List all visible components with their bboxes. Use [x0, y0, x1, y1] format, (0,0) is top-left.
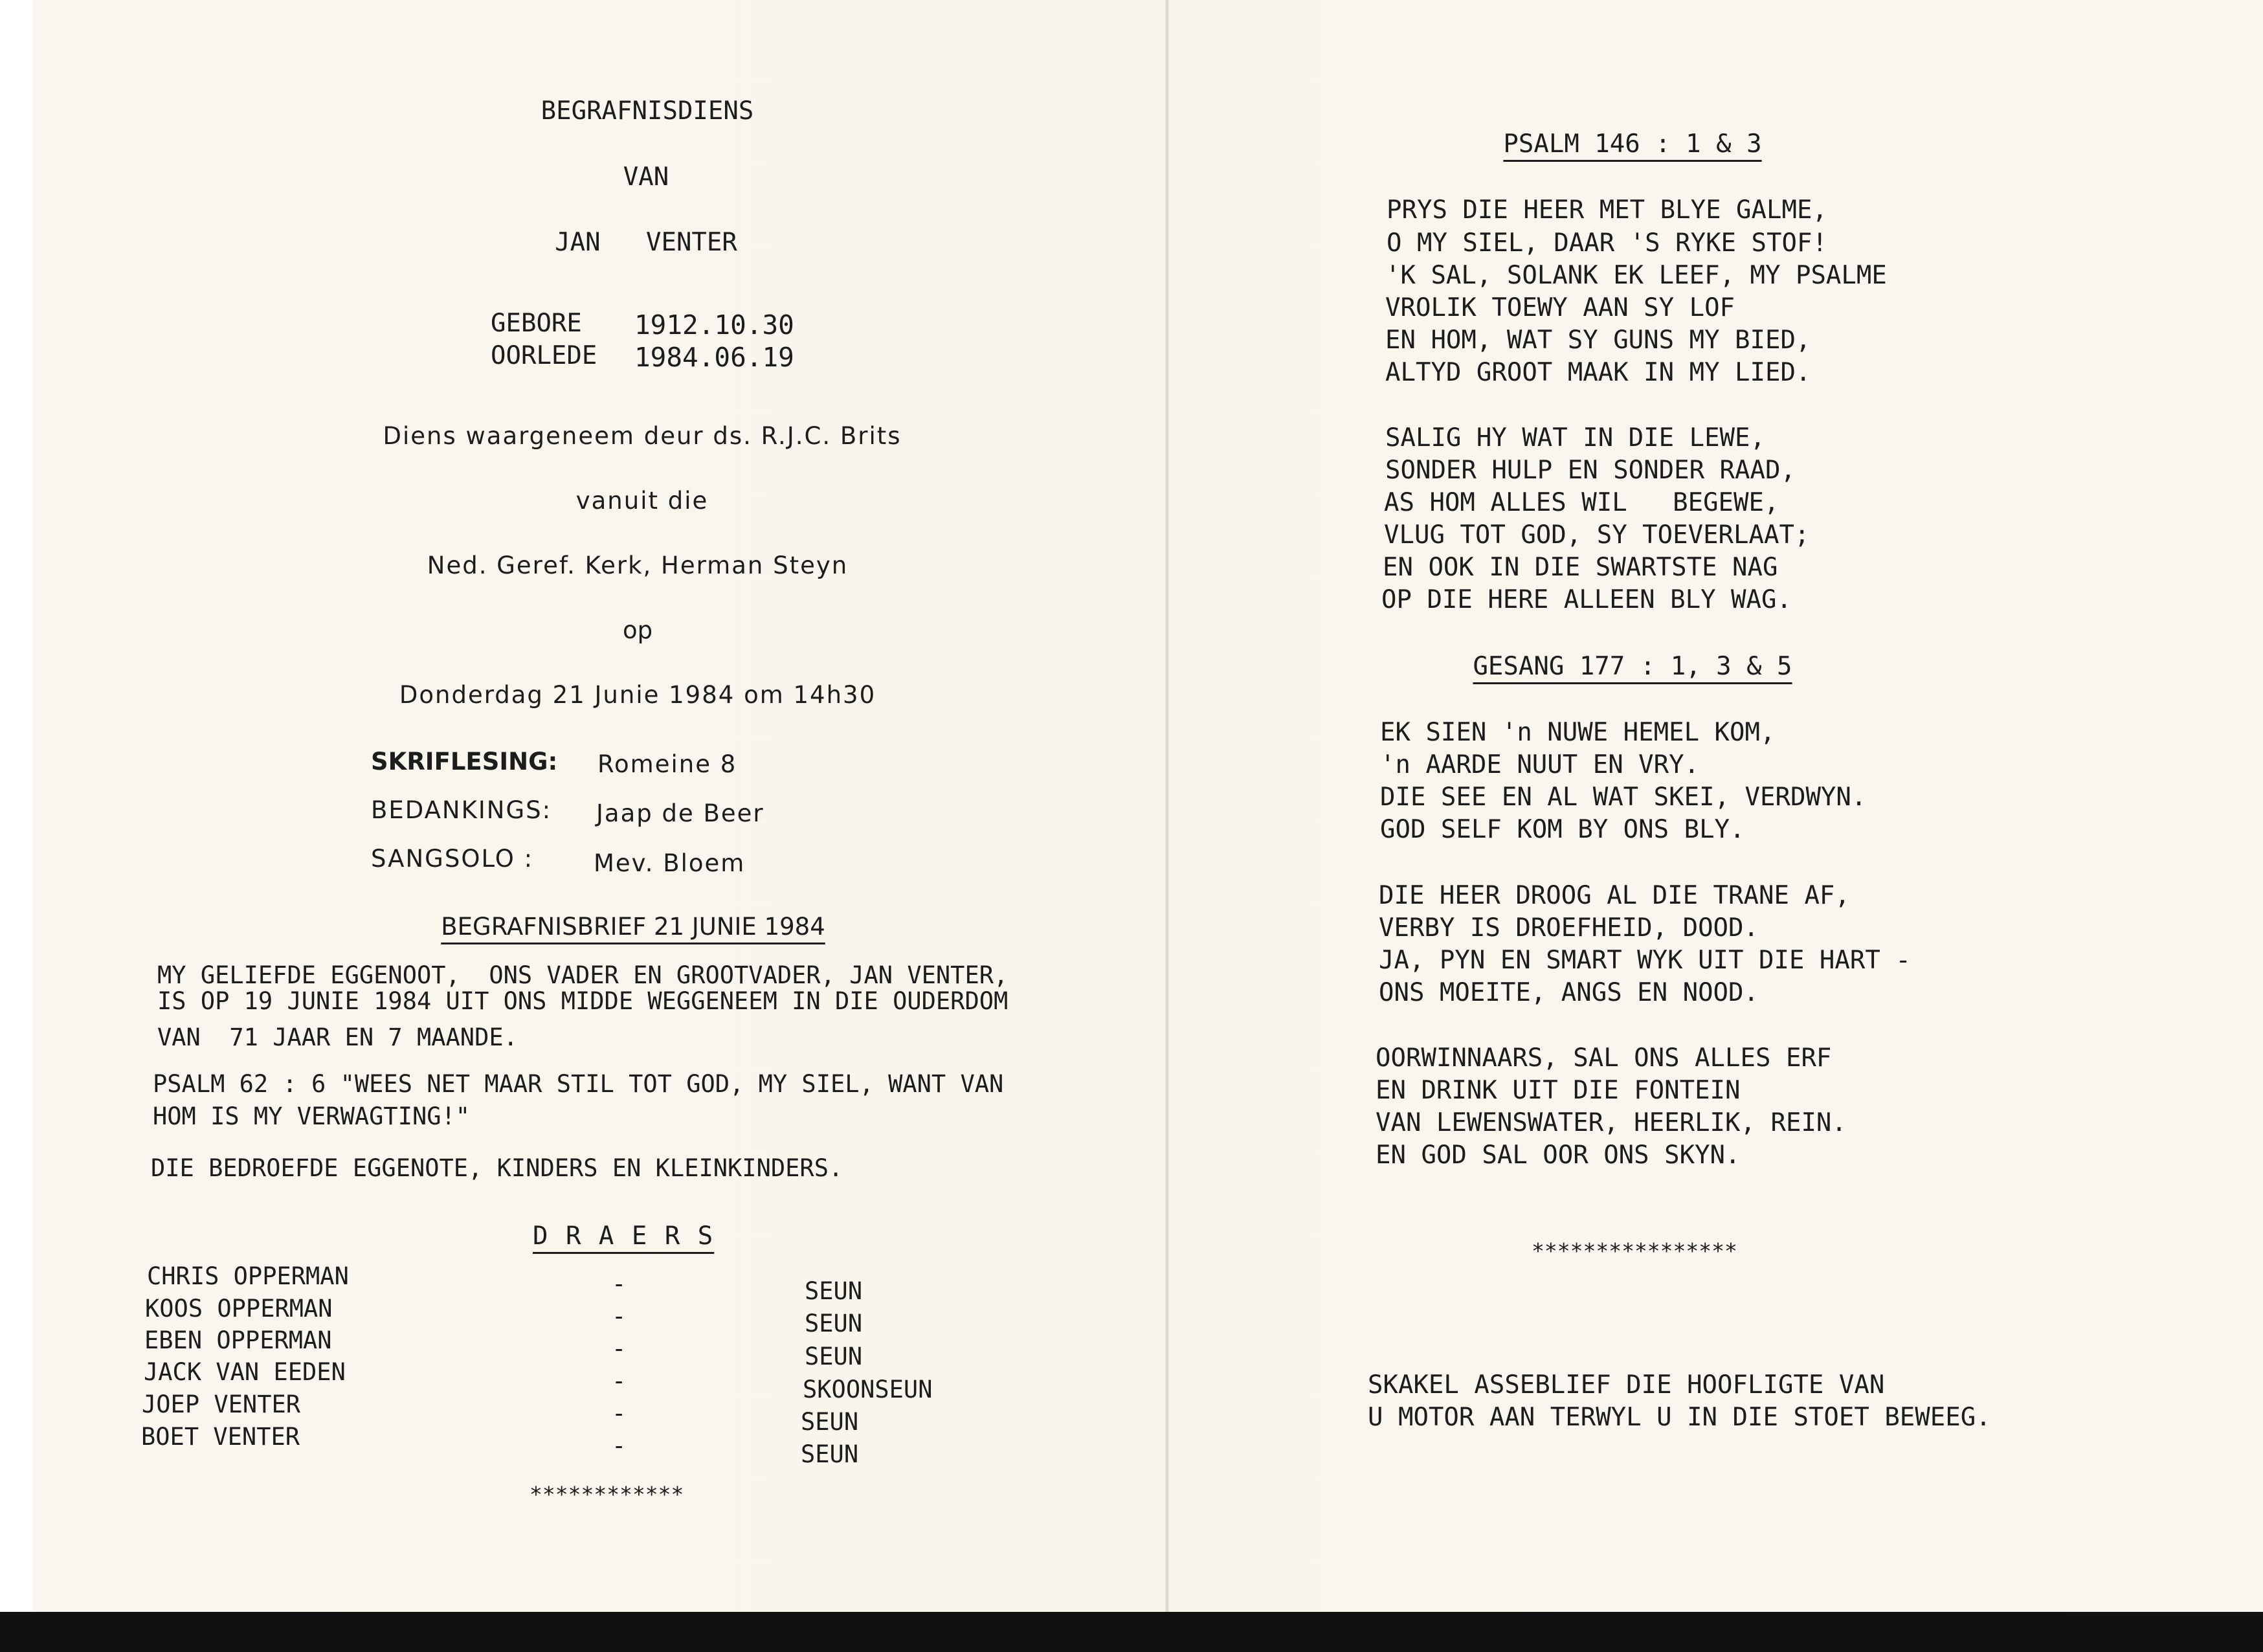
role-value-thanks: Jaap de Beer: [596, 799, 764, 827]
verse-line: VAN LEWENSWATER, HEERLIK, REIN.: [1376, 1108, 1847, 1137]
deceased-name: JAN VENTER: [555, 228, 737, 257]
verse-line: PRYS DIE HEER MET BLYE GALME,: [1387, 195, 1827, 225]
born-date: 1912.10.30: [634, 309, 794, 340]
verse-line: 'n AARDE NUUT EN VRY.: [1380, 750, 1700, 779]
verse-line: VROLIK TOEWY AAN SY LOF: [1385, 293, 1735, 322]
notice-line-2: IS OP 19 JUNIE 1984 UIT ONS MIDDE WEGGENEEM IN DIE OUDERDOM: [157, 987, 1009, 1015]
bearer-relation: SEUN: [801, 1408, 859, 1436]
verse-line: O MY SIEL, DAAR 'S RYKE STOF!: [1387, 229, 1827, 258]
role-label-solo: SANGSOLO :: [371, 845, 534, 873]
bearer-relation: SEUN: [801, 1440, 859, 1468]
role-value-reading: Romeine 8: [597, 750, 737, 778]
bearer-dash: -: [612, 1400, 627, 1427]
hymn-heading: GESANG 177 : 1, 3 & 5: [1473, 652, 1792, 681]
date-time-line: Donderdag 21 Junie 1984 om 14h30: [399, 681, 876, 709]
bearer-name: JOEP VENTER: [142, 1390, 301, 1418]
verse-line: EN DRINK UIT DIE FONTEIN: [1376, 1076, 1741, 1105]
verse-line: EN GOD SAL OOR ONS SKYN.: [1376, 1141, 1741, 1170]
service-title: BEGRAFNISDIENS: [541, 96, 754, 126]
bearer-dash: -: [612, 1367, 627, 1395]
bearer-dash: -: [612, 1270, 627, 1298]
verse-line: EN HOM, WAT SY GUNS MY BIED,: [1385, 326, 1811, 355]
verse-line: DIE SEE EN AL WAT SKEI, VERDWYN.: [1380, 783, 1867, 812]
bearer-name: BOET VENTER: [141, 1423, 300, 1451]
signoff-line: DIE BEDROEFDE EGGENOTE, KINDERS EN KLEINKINDERS.: [151, 1154, 843, 1182]
bearer-name: JACK VAN EEDEN: [144, 1358, 346, 1386]
on-line: op: [622, 616, 653, 644]
born-label: GEBORE: [491, 309, 582, 338]
verse-line: EN OOK IN DIE SWARTSTE NAG: [1383, 553, 1778, 582]
verse-line: ALTYD GROOT MAAK IN MY LIED.: [1385, 358, 1811, 387]
verse-line: VERBY IS DROEFHEID, DOOD.: [1379, 913, 1759, 943]
bearer-name: KOOS OPPERMAN: [145, 1295, 333, 1323]
role-label-thanks: BEDANKINGS:: [371, 796, 552, 824]
psalm-quote-line-1: PSALM 62 : 6 "WEES NET MAAR STIL TOT GOD, MY SIEL, WANT VAN: [153, 1070, 1004, 1098]
verse-line: ONS MOEITE, ANGS EN NOOD.: [1379, 978, 1759, 1007]
center-fold: [1165, 0, 1169, 1612]
verse-line: SALIG HY WAT IN DIE LEWE,: [1385, 423, 1765, 452]
role-label-reading: SKRIFLESING:: [371, 748, 558, 776]
bearers-heading: D R A E R S: [533, 1222, 715, 1251]
bearer-dash: -: [612, 1302, 627, 1330]
officiant-line: Diens waargeneem deur ds. R.J.C. Brits: [383, 422, 902, 450]
died-date: 1984.06.19: [634, 342, 794, 373]
verse-line: OP DIE HERE ALLEEN BLY WAG.: [1381, 585, 1792, 614]
verse-line: DIE HEER DROOG AL DIE TRANE AF,: [1379, 881, 1850, 910]
bearer-dash: -: [612, 1432, 627, 1460]
church-line: Ned. Geref. Kerk, Herman Steyn: [427, 552, 849, 579]
bearer-relation: SEUN: [805, 1310, 863, 1337]
verse-line: VLUG TOT GOD, SY TOEVERLAAT;: [1384, 520, 1810, 550]
bearer-name: EBEN OPPERMAN: [144, 1326, 332, 1354]
verse-line: SONDER HULP EN SONDER RAAD,: [1385, 456, 1796, 485]
notice-heading: BEGRAFNISBRIEF 21 JUNIE 1984: [441, 913, 825, 941]
verse-line: GOD SELF KOM BY ONS BLY.: [1380, 815, 1745, 844]
verse-line: JA, PYN EN SMART WYK UIT DIE HART -: [1379, 946, 1911, 975]
bearer-relation: SEUN: [805, 1277, 863, 1305]
van-label: VAN: [623, 162, 669, 192]
verse-line: EK SIEN 'n NUWE HEMEL KOM,: [1380, 718, 1776, 747]
headlights-notice-line-2: U MOTOR AAN TERWYL U IN DIE STOET BEWEEG.: [1368, 1403, 1991, 1432]
right-stars-divider: ****************: [1532, 1238, 1737, 1264]
verse-line: 'K SAL, SOLANK EK LEEF, MY PSALME: [1385, 261, 1887, 290]
role-value-solo: Mev. Bloem: [594, 849, 746, 877]
verse-line: OORWINNAARS, SAL ONS ALLES ERF: [1376, 1044, 1832, 1073]
from-line: vanuit die: [575, 487, 709, 515]
bearer-relation: SEUN: [805, 1343, 863, 1370]
notice-line-1: MY GELIEFDE EGGENOOT, ONS VADER EN GROOTVADER, JAN VENTER,: [157, 961, 1009, 989]
scan-margin: [0, 0, 32, 1612]
verse-line: AS HOM ALLES WIL BEGEWE,: [1384, 488, 1779, 517]
psalm-heading: PSALM 146 : 1 & 3: [1503, 129, 1762, 159]
bearer-name: CHRIS OPPERMAN: [147, 1262, 349, 1290]
bearer-dash: -: [612, 1335, 627, 1363]
bearer-relation: SKOONSEUN: [803, 1376, 933, 1403]
left-stars-divider: ************: [530, 1482, 684, 1507]
died-label: OORLEDE: [491, 341, 597, 370]
psalm-quote-line-2: HOM IS MY VERWAGTING!": [153, 1102, 471, 1130]
notice-line-3: VAN 71 JAAR EN 7 MAANDE.: [157, 1023, 518, 1051]
headlights-notice-line-1: SKAKEL ASSEBLIEF DIE HOOFLIGTE VAN: [1368, 1370, 1885, 1400]
